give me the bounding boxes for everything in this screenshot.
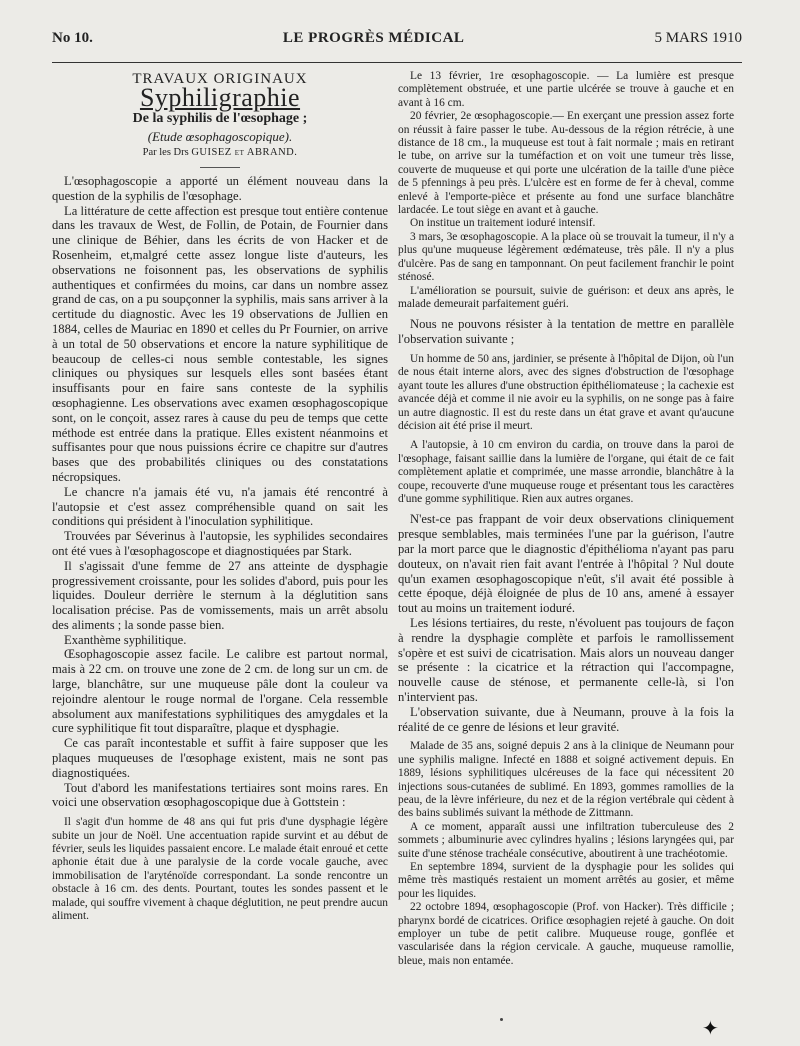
print-speck: [500, 1018, 503, 1021]
case-report-paragraph: Le 13 février, 1re œsophagoscopie. — La lumière est presque complètement obstruée, et une partie ulcérée se trouve à gauche et en avant à 16 cm.: [398, 70, 734, 109]
paragraph: Il s'agissait d'une femme de 27 ans atteinte de dysphagie progressivement croissante, pour les solides d'abord, puis pour les liquides. Douleur derrière le sternum à la déglutition sans localisation précise. Pas de vomissements, mais un arrêt absolu des aliments ; la sonde passe bien.: [52, 558, 388, 632]
case-report-paragraph: A ce moment, apparaît aussi une infiltration tuberculeuse des 2 sommets ; albuminurie avec cylindres hyalins ; lésions laryngées qui, par suite d'une sténose trachéale consécutive, aboutirent à une trachéotomie.: [398, 820, 734, 860]
case-report-paragraph: Malade de 35 ans, soigné depuis 2 ans à la clinique de Neumann pour une syphilis maligne. Infecté en 1888 et soigné activement depuis. En 1889, lésions syphilitiques ulcéreuses de la face qui nécessitent 20 injections sous-cutanées de sublimé. En 1893, gommes ramollies de la peau, de la lèvre inférieure, du nez et de la région vertébrale qui cèdent à des bains sublimés suivant la méthode de Zittmann.: [398, 740, 734, 820]
category-title: Syphiligraphie: [139, 82, 301, 112]
article-title: De la syphilis de l'œsophage ;: [132, 110, 308, 126]
paragraph: L'œsophagoscopie a apporté un élément nouveau dans la question de la syphilis de l'œsophage.: [52, 173, 388, 203]
page-header: [52, 30, 742, 56]
byline-prefix: Par les Drs: [142, 147, 189, 159]
paragraph: L'observation suivante, due à Neumann, prouve à la fois la réalité de ce genre de lésions et leur gravité.: [398, 704, 734, 734]
case-report-paragraph: Il s'agit d'un homme de 48 ans qui fut pris d'une dysphagie légère subite un jour de Noël. Une accentuation rapide survint et au début de février, seuls les liquides passaient encore. Le malade était enroué et cette aphonie était due à une paralysie de la corde vocale gauche, avec immobilisation de l'aryténoïde correspondant. La sonde rencontre un obstacle à 16 cm. des dents. Pourtant, toutes les sondes passent et le malade, qui souffre vivement à chaque déglutition, ne peut prendre aucun aliment.: [52, 816, 388, 923]
byline: [52, 146, 388, 161]
issue-date: 5 MARS 1910: [654, 30, 742, 46]
case-report-paragraph: L'amélioration se poursuit, suivie de guérison: et deux ans après, le malade demeurait parfaitement guéri.: [398, 284, 734, 310]
case-report-paragraph: On institue un traitement ioduré intensif.: [410, 217, 596, 230]
case-report-paragraph: En septembre 1894, survient de la dysphagie pour les solides qui même très mastiqués restaient un moment arrêtés au gosier, et même pour les liquides.: [398, 860, 734, 900]
issue-number: No 10.: [52, 30, 93, 46]
case-report-paragraph: 22 octobre 1894, œsophagoscopie (Prof. von Hacker). Très difficile ; pharynx bordé de cicatrices. Orifice œsophagien rejeté à gauche. On doit employer un tube de petit calibre. Muqueuse rouge, gonflée et vascularisée dans la région cervicale. A gauche, muqueuse ramollie, bleue, mais non entamée.: [398, 901, 734, 967]
paragraph: Exanthème syphilitique.: [64, 632, 187, 647]
header-rule: [52, 62, 742, 63]
paragraph: N'est-ce pas frappant de voir deux observations cliniquement presque semblables, mais terminées l'une par la guérison, l'autre par la mort parce que le diagnostic d'épithélioma n'ayant pas paru douteux, on n'avait rien fait avant l'entrée à l'hôpital ? Nul doute qu'un examen œsophagoscopique n'eût, s'il avait été possible à cette époque, déjà éloignée de plus de 10 ans, amené à essayer tout au moins un traitement ioduré.: [398, 512, 734, 616]
section-heading: TRAVAUX ORIGINAUX: [132, 71, 308, 87]
paragraph: Les lésions tertiaires, du reste, n'évoluent pas toujours de façon à rendre la dysphagie complète et parfois le ramollissement s'opère et est suivi de cicatrisation. Mais alors un nouveau danger se présente : la cicatrice et la rétraction qui l'accompagne, nouvelle cause de sténose, et permanente celle-là, si l'on n'intervient pas.: [398, 615, 734, 704]
article-subtitle: (Etude œsophagoscopique).: [147, 129, 293, 145]
byline-authors: GUISEZ et ABRAND.: [191, 147, 298, 159]
paragraph: Tout d'abord les manifestations tertiaires sont moins rares. En voici une observation œsophagoscopique due à Gottstein :: [52, 780, 388, 810]
case-report-paragraph: 20 février, 2e œsophagoscopie.— En exerçant une pression assez forte on réussit à faire passer le tube. Au-dessous de la région rétrécie, à une distance de 18 cm., la muqueuse est tout à fait normale ; mais en retirant le tube, on arrive sur la tuméfaction et on voit une tumeur très lisse, couverte de muqueuse et qui porte une ulcération de la taille d'une pièce de 5 pfennings à peu près. L'ulcère est en forme de fer à cheval, comme enlevé à l'emporte-pièce et présente au fond une surface blanchâtre lardacée. Le tout siège en avant et à gauche.: [398, 110, 734, 217]
paragraph: Œsophagoscopie assez facile. Le calibre est partout normal, mais à 22 cm. on trouve une zone de 2 cm. de long sur un cm. de large, blanchâtre, sur une muqueuse pâle dont la couleur va rejoindre alentour le rouge normal de l'organe. Cela ressemble absolument aux manifestations syphilitiques des amygdales et la cure syphilitique fit tout disparaître, plaque et dysphagie.: [52, 647, 388, 736]
title-divider: [200, 167, 240, 168]
journal-title: LE PROGRÈS MÉDICAL: [282, 30, 465, 46]
case-report-paragraph: Un homme de 50 ans, jardinier, se présente à l'hôpital de Dijon, où l'un de nous était interne alors, avec des signes d'obstruction de l'œsophage ayant toute les allures d'une obstruction épithéliomateuse ; la cachexie est avancée déjà et comme il nie avoir eu la syphilis, on ne songe pas à faire un autre diagnostic. Il est du reste dans un état grave et avant qu'aucune décision ait été prise il meurt.: [398, 352, 734, 432]
paragraph: Trouvées par Séverinus à l'autopsie, les syphilides secondaires ont été vues à l'œsophagoscope et diagnostiquées par Stark.: [52, 529, 388, 558]
right-column: [398, 70, 734, 968]
paragraph: Nous ne pouvons résister à la tentation de mettre en parallèle l'observation suivante ;: [398, 317, 734, 347]
left-column: [52, 70, 388, 924]
paragraph: Le chancre n'a jamais été vu, n'a jamais été rencontré à l'autopsie et c'est assez compréhensible quand on sait les conditions qui président à l'inoculation syphilitique.: [52, 484, 388, 529]
case-report-paragraph: 3 mars, 3e œsophagoscopie. A la place où se trouvait la tumeur, il n'y a plus qu'une muqueuse légèrement œdémateuse, très pâle. Il n'y a plus d'ulcère. Pas de sang en tamponnant. On peut facilement franchir le point sténosé.: [398, 230, 734, 284]
case-report-paragraph: A l'autopsie, à 10 cm environ du cardia, on trouve dans la paroi de l'œsophage, faisant saillie dans la lumière de l'organe, qui était de ce fait complètement aplatie et comprimée, une masse arrondie, blanchâtre à la coupe, recouverte d'une muqueuse rouge et présentant tous les caractères d'une gomme syphilitique. Rien aux autres organes.: [398, 439, 734, 505]
paragraph: La littérature de cette affection est presque tout entière contenue dans les travaux de West, de Follin, de Potain, de Fournier dans une clinique de Béhier, dans les écrits de von Hacker et de Rosenheim, et,malgré cette assez longue liste d'auteurs, les observations ne foisonnent pas, les observations de syphilis authentiques et confirmées du moins, car dans un nombre assez grand de cas, on a pu soupçonner la syphilis, mais sans arriver à la certitude du diagnostic. Avec les 19 observations de Jullien en 1884, celles de Mauriac en 1890 et celles du Pr Fournier, on arrive à un total de 50 observations et encore la nature syphilitique de beaucoup de celles-ci nous semble contestable, les signes cliniques ou physiques sur lesquels elles sont basées étant insuffisants pour en faire sans conteste de la syphilis œsophagienne. Les observations avec examen œsophagoscopique sont, on le conçoit, assez rares à cause du peu de temps que cette méthode est entrée dans la pratique. Elles existent néanmoins et suffisantes pour que nous puissions écrire ce chapitre sur d'autres bases que des probabilités cliniques ou des constatations nécropsiques.: [52, 203, 388, 484]
paragraph: Ce cas paraît incontestable et suffit à faire supposer que les plaques muqueuses de l'œsophage existent, mais ne sont pas diagnostiquées.: [52, 736, 388, 780]
ornament-star-icon: ✦: [702, 1018, 719, 1040]
